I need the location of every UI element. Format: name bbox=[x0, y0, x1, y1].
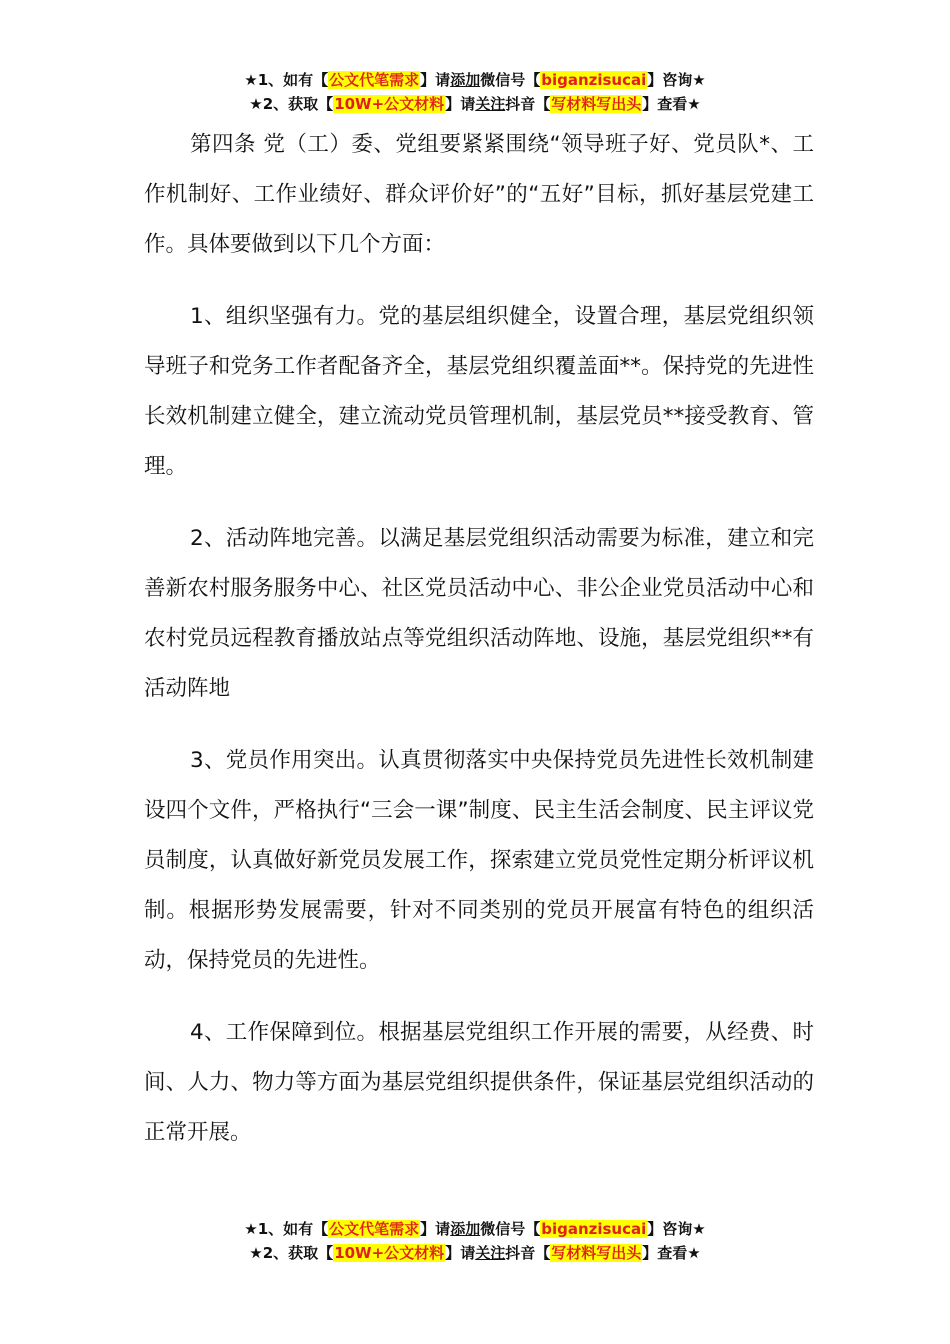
promo-highlight: 10W+公文材料 bbox=[334, 95, 445, 113]
footer-promo-banner bbox=[0, 1217, 950, 1265]
promo-highlight: 10W+公文材料 bbox=[334, 1244, 445, 1262]
promo-text: ★2、获取【 bbox=[249, 95, 334, 113]
promo-underlined: 添加 bbox=[450, 1220, 481, 1238]
promo-highlight-wechat-id: biganzisucai bbox=[541, 1220, 647, 1238]
promo-highlight-wechat-id: biganzisucai bbox=[541, 71, 647, 89]
promo-line-1 bbox=[0, 68, 950, 92]
paragraph-item-2: 2、活动阵地完善。以满足基层党组织活动需要为标准，建立和完善新农村服务服务中心、社区党员活动中心、非公企业党员活动中心和农村党员远程教育播放站点等党组织活动阵地、设施，基层党组织**有活动阵地 bbox=[144, 526, 814, 701]
promo-text: 微信号【 bbox=[480, 71, 541, 89]
promo-text: 】请 bbox=[420, 71, 451, 89]
promo-line-2 bbox=[0, 92, 950, 116]
promo-text: ★2、获取【 bbox=[249, 1244, 334, 1262]
promo-underlined: 关注 bbox=[475, 1244, 506, 1262]
promo-text: 微信号【 bbox=[480, 1220, 541, 1238]
paragraph-item-4: 4、工作保障到位。根据基层党组织工作开展的需要，从经费、时间、人力、物力等方面为基层党组织提供条件，保证基层党组织活动的正常开展。 bbox=[144, 1020, 814, 1145]
promo-underlined: 添加 bbox=[450, 71, 481, 89]
promo-text: ★1、如有【 bbox=[244, 71, 329, 89]
paragraph-item-3: 3、党员作用突出。认真贯彻落实中央保持党员先进性长效机制建设四个文件，严格执行“三会一课”制度、民主生活会制度、民主评议党员制度，认真做好新党员发展工作，探索建立党员党性定期分析评议机制。根据形势发展需要，针对不同类别的党员开展富有特色的组织活动，保持党员的先进性。 bbox=[144, 748, 814, 973]
promo-text: 抖音【 bbox=[505, 1244, 551, 1262]
promo-highlight-douyin: 写材料写出头 bbox=[551, 1244, 642, 1262]
promo-underlined: 关注 bbox=[475, 95, 506, 113]
paragraph-article-4: 第四条 党（工）委、党组要紧紧围绕“领导班子好、党员队*、工作机制好、工作业绩好、群众评价好”的“五好”目标，抓好基层党建工作。具体要做到以下几个方面： bbox=[144, 132, 814, 257]
promo-highlight: 公文代笔需求 bbox=[329, 71, 420, 89]
document-body bbox=[144, 120, 814, 1180]
promo-text: 抖音【 bbox=[505, 95, 551, 113]
promo-text: 】查看★ bbox=[642, 1244, 701, 1262]
promo-highlight: 公文代笔需求 bbox=[329, 1220, 420, 1238]
promo-line-1 bbox=[0, 1217, 950, 1241]
promo-highlight-douyin: 写材料写出头 bbox=[551, 95, 642, 113]
promo-text: 】咨询★ bbox=[647, 1220, 706, 1238]
header-promo-banner bbox=[0, 68, 950, 116]
promo-line-2 bbox=[0, 1241, 950, 1265]
promo-text: 】请 bbox=[445, 1244, 476, 1262]
promo-text: ★1、如有【 bbox=[244, 1220, 329, 1238]
promo-text: 】请 bbox=[420, 1220, 451, 1238]
promo-text: 】查看★ bbox=[642, 95, 701, 113]
promo-text: 】咨询★ bbox=[647, 71, 706, 89]
promo-text: 】请 bbox=[445, 95, 476, 113]
paragraph-item-1: 1、组织坚强有力。党的基层组织健全，设置合理，基层党组织领导班子和党务工作者配备齐全，基层党组织覆盖面**。保持党的先进性长效机制建立健全，建立流动党员管理机制，基层党员**接受教育、管理。 bbox=[144, 304, 814, 479]
